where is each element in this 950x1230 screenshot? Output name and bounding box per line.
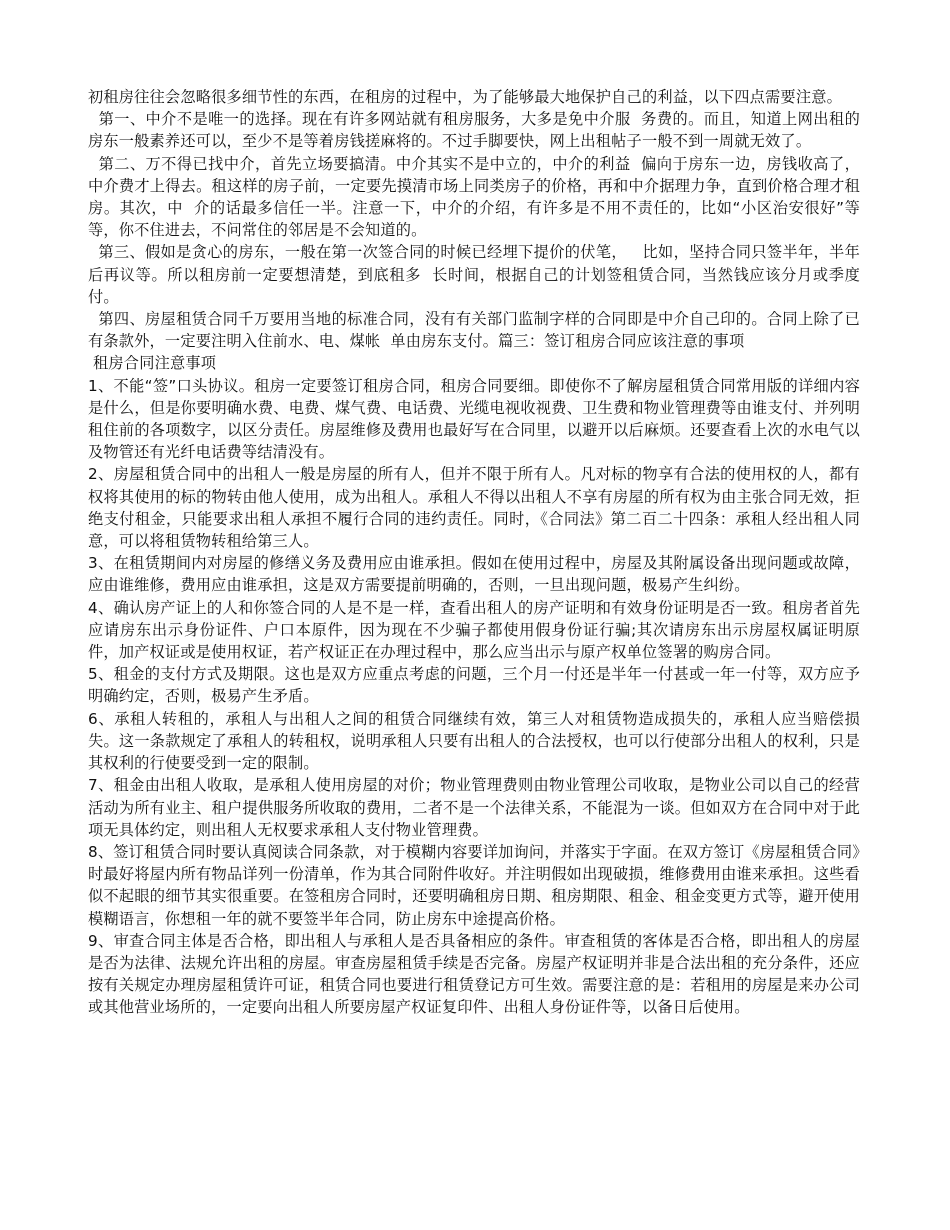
item-6-paragraph: 6、承租人转租的，承租人与出租人之间的租赁合同继续有效，第三人对租赁物造成损失的，承租人应当赔偿损失。这一条款规定了承租人的转租权，说明承租人只要有出租人的合法授权，也可以行使部分出租人的权利，只是其权利的行使要受到一定的限制。 (88, 709, 860, 773)
item-5-paragraph: 5、租金的支付方式及期限。这也是双方应重点考虑的问题，三个月一付还是半年一付甚或一年一付等，双方应予明确约定，否则，极易产生矛盾。 (88, 665, 860, 706)
point-three-paragraph: 第三、假如是贪心的房东，一般在第一次签合同的时候已经埋下提价的伏笔， 比如，坚持合同只签半年，半年后再议等。所以租房前一定要想清楚，到底租多 长时间，根据自己的计划签租赁合同，当然钱应该分月或季度付。 (88, 243, 860, 306)
point-one-paragraph: 第一、中介不是唯一的选择。现在有许多网站就有租房服务，大多是免中介服 务费的。而且，知道上网出租的房东一般素养还可以，至少不是等着房钱搓麻将的。不过手脚要快，网上出租帖子一般不到一周就无效了。 (88, 110, 860, 151)
item-3-paragraph: 3、在租赁期间内对房屋的修缮义务及费用应由谁承担。假如在使用过程中，房屋及其附属设备出现问题或故障，应由谁维修，费用应由谁承担，这是双方需要提前明确的，否则，一旦出现问题，极易产生纠纷。 (88, 554, 860, 595)
section-heading: 租房合同注意事项 (88, 354, 217, 373)
item-2-paragraph: 2、房屋租赁合同中的出租人一般是房屋的所有人，但并不限于所有人。凡对标的物享有合法的使用权的人，都有权将其使用的标的物转由他人使用，成为出租人。承租人不得以出租人不享有房屋的所有权为由主张合同无效，拒绝支付租金，只能要求出租人承担不履行合同的违约责任。同时，《合同法》第二百二十四条：承租人经出租人同意，可以将租赁物转租给第三人。 (88, 465, 860, 551)
document-body (88, 86, 860, 1019)
intro-paragraph: 初租房往往会忽略很多细节性的东西，在租房的过程中，为了能够最大地保护自己的利益，以下四点需要注意。 (88, 88, 842, 106)
item-7-paragraph: 7、租金由出租人收取，是承租人使用房屋的对价；物业管理费则由物业管理公司收取，是物业公司以自己的经营活动为所有业主、租户提供服务所收取的费用，二者不是一个法律关系，不能混为一谈。但如双方在合同中对于此项无具体约定，则出租人无权要求承租人支付物业管理费。 (88, 776, 860, 839)
point-four-paragraph: 第四、房屋租赁合同千万要用当地的标准合同，没有有关部门监制字样的合同即是中介自己印的。合同上除了已有条款外，一定要注明入住前水、电、煤帐 单由房东支付。篇三：签订租房合同应该注意的事项 (88, 310, 860, 351)
item-9-paragraph: 9、审查合同主体是否合格，即出租人与承租人是否具备相应的条件。审查租赁的客体是否合格，即出租人的房屋是否为法律、法规允许出租的房屋。审查房屋租赁手续是否完备。房屋产权证明并非是合法出租的充分条件，还应按有关规定办理房屋租赁许可证，租赁合同也要进行租赁登记方可生效。需要注意的是：若租用的房屋是来办公司或其他营业场所的，一定要向出租人所要房屋产权证复印件、出租人身份证件等，以备日后使用。 (88, 931, 860, 1017)
point-two-paragraph: 第二、万不得已找中介，首先立场要搞清。中介其实不是中立的，中介的利益 偏向于房东一边，房钱收高了，中介费才上得去。租这样的房子前，一定要先摸清市场上同类房子的价格，再和中介据理力争，直到价格合理才租房。其次，中 介的话最多信任一半。注意一下，中介的介绍，有许多是不用不责任的，比如“小区治安很好”等等，你不住进去，不问常住的邻居是不会知道的。 (88, 154, 860, 240)
item-4-paragraph: 4、确认房产证上的人和你签合同的人是不是一样，查看出租人的房产证明和有效身份证明是否一致。租房者首先应请房东出示身份证件、户口本原件，因为现在不少骗子都使用假身份证行骗;其次请房东出示房屋权属证明原件，加产权证或是使用权证，若产权证正在办理过程中，那么应当出示与原产权单位签署的购房合同。 (88, 598, 860, 662)
item-8-paragraph: 8、签订租赁合同时要认真阅读合同条款，对于模糊内容要详加询问，并落实于字面。在双方签订《房屋租赁合同》时最好将屋内所有物品详列一份清单，作为其合同附件收好。并注明假如出现破损，维修费用由谁来承担。这些看似不起眼的细节其实很重要。在签租房合同时，还要明确租房日期、租房期限、租金、租金变更方式等，避开使用模糊语言，你想租一年的就不要签半年合同，防止房东中途提高价格。 (88, 842, 860, 928)
item-1-paragraph: 1、不能“签”口头协议。租房一定要签订租房合同，租房合同要细。即使你不了解房屋租赁合同常用版的详细内容是什么，但是你要明确水费、电费、煤气费、电话费、光缆电视收视费、卫生费和物业管理费等由谁支付、并列明租住前的各项数字，以区分责任。房屋维修及费用也最好写在合同里，以避开以后麻烦。还要查看上次的水电气以及物管还有光纤电话费等结清没有。 (88, 376, 860, 462)
